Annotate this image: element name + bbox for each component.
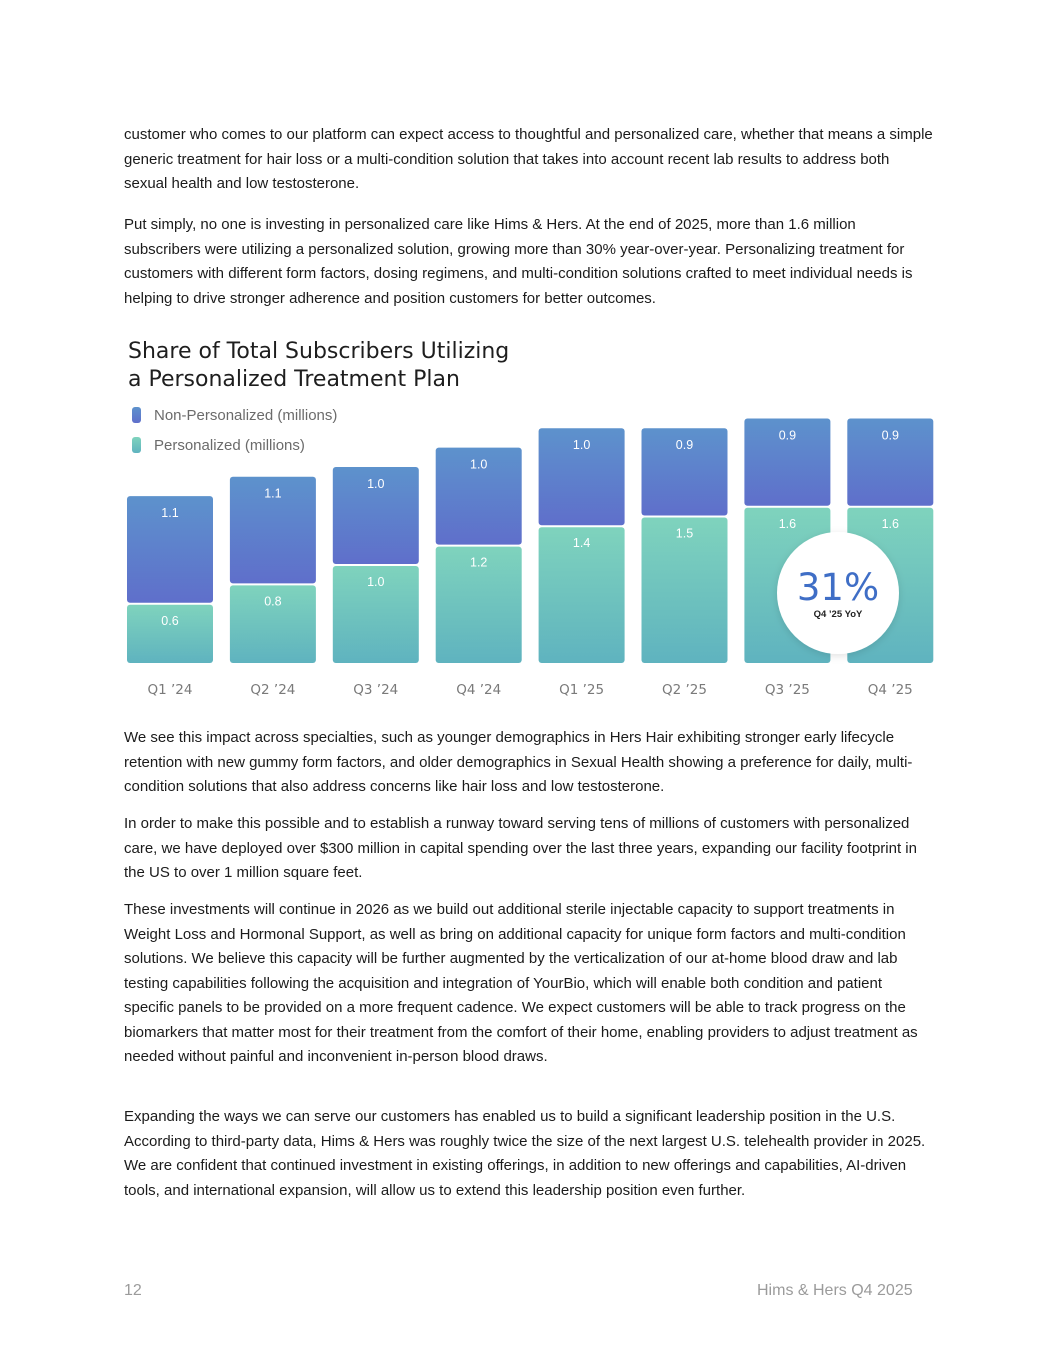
x-tick-label-2: Q2 ’24: [250, 682, 296, 698]
legend-label-non-personalized: Non-Personalized (millions): [154, 407, 338, 424]
chart-title-line-2: a Personalized Treatment Plan: [128, 367, 460, 392]
x-tick-label-8: Q4 ’25: [867, 682, 913, 698]
footer-doc-title: Hims & Hers Q4 2025: [757, 1282, 913, 1299]
callout-caption: Q4 ’25 YoY: [813, 609, 863, 620]
x-tick-label-6: Q2 ’25: [662, 682, 707, 698]
paragraph-specialties: We see this impact across specialties, such as younger demographics in Hers Hair exhibiting stronger early lifecycle retention with new gummy form factors, and older demographics in Sexual Health showing a preference for daily, multi-condition solutions that also address concerns like hair loss and low testosterone.: [124, 729, 913, 795]
page-number: 12: [124, 1282, 142, 1299]
data-label-non-personalized-7: 0.9: [778, 428, 797, 443]
paragraph-leadership: Expanding the ways we can serve our customers has enabled us to build a significant leadership position in the U.S. According to third-party data, Hims & Hers was roughly twice the size of the next largest U.S. telehealth provider in 2025. We are confident that continued investment in existing offerings, in addition to new offerings and capabilities, AI-driven tools, and international expansion, will allow us to extend this leadership position even further.: [124, 1108, 926, 1199]
yoy-callout: [777, 532, 899, 654]
chart-title-line-1: Share of Total Subscribers Utilizing: [128, 339, 510, 364]
paragraph-intro-continued: customer who comes to our platform can expect access to thoughtful and personalized care, whether that means a simple generic treatment for hair loss or a multi-condition solution that takes into account recent lab results to address both sexual health and low testosterone.: [124, 126, 933, 192]
data-label-non-personalized-6: 0.9: [675, 438, 694, 453]
callout-value: 31%: [796, 566, 880, 609]
data-label-non-personalized-3: 1.0: [367, 477, 385, 491]
x-tick-label-1: Q1 ’24: [147, 682, 193, 698]
data-label-personalized-5: 1.4: [572, 536, 591, 551]
data-label-personalized-8: 1.6: [881, 516, 899, 531]
data-label-non-personalized-5: 1.0: [572, 438, 591, 453]
data-label-personalized-2: 0.8: [264, 594, 282, 609]
data-label-non-personalized-4: 1.0: [470, 457, 488, 472]
paragraph-capital-spending: In order to make this possible and to establish a runway toward serving tens of millions of customers with personalized care, we have deployed over $300 million in capital spending over the last three years, expanding our facility footprint in the US to over 1 million square feet.: [124, 815, 917, 881]
data-label-non-personalized-2: 1.1: [264, 486, 282, 501]
data-label-non-personalized-8: 0.9: [881, 428, 899, 443]
x-tick-label-7: Q3 ’25: [764, 682, 810, 698]
legend-label-personalized: Personalized (millions): [154, 437, 305, 454]
data-label-personalized-3: 1.0: [367, 575, 385, 589]
data-label-personalized-6: 1.5: [675, 526, 694, 541]
x-tick-label-3: Q3 ’24: [353, 682, 399, 698]
x-tick-label-5: Q1 ’25: [559, 682, 605, 698]
paragraph-investments: These investments will continue in 2026 as we build out additional sterile injectable capacity to support treatments in Weight Loss and Hormonal Support, as well as bring on additional capacity for unique form factors and multi-condition solutions. We believe this capacity will be further augmented by the verticalization of our at-home blood draw and lab testing capabilities following the acquisition and integration of YourBio, which will enable both condition and patient specific panels to be provided on a more frequent cadence. We expect customers will be able to track progress on the biomarkers that matter most for their treatment from the comfort of their home, enabling providers to adjust treatment as needed without painful and inconvenient in-person blood draws.: [124, 901, 918, 1065]
x-tick-label-4: Q4 ’24: [456, 682, 502, 698]
data-label-personalized-1: 0.6: [161, 613, 179, 628]
paragraph-personalized-care: Put simply, no one is investing in personalized care like Hims & Hers. At the end of 2025, more than 1.6 million subscribers were utilizing a personalized solution, growing more than 30% year-over-year. Personalizing treatment for customers with different form factors, dosing regimens, and multi-condition solutions crafted to meet individual needs is helping to drive stronger adherence and position customers for better outcomes.: [124, 216, 913, 307]
data-label-personalized-7: 1.6: [778, 516, 797, 531]
data-label-non-personalized-1: 1.1: [161, 506, 179, 521]
data-label-personalized-4: 1.2: [470, 555, 488, 570]
